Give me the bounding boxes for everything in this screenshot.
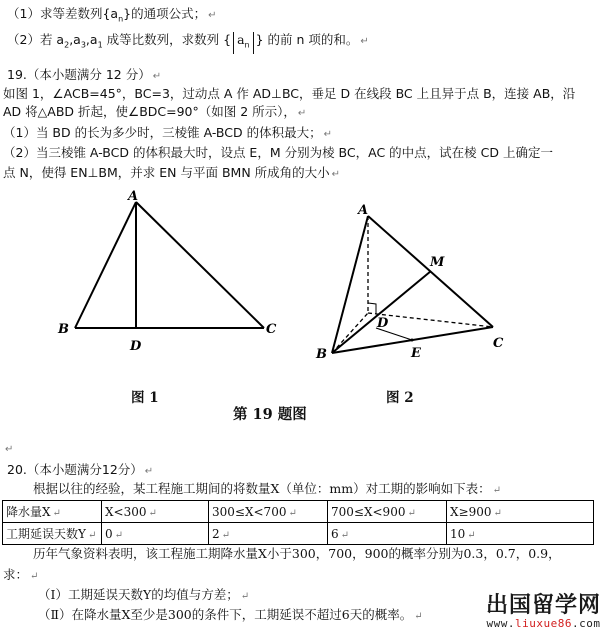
q20-stats-line1: 历年气象资料表明，该工程施工期降水量X小于300，700，900的概率分别为0.3，0.7，0.9， (33, 546, 561, 561)
figure-caption: 第 19 题图 (233, 406, 307, 423)
table-cell: 0 ↵ (102, 523, 209, 545)
q19-part2-line1: （2）当三棱锥 A-BCD 的体积最大时，设点 E，M 分别为棱 BC，AC 的中点，试在棱 CD 上确定一 (3, 145, 553, 160)
q20-header: 20.（本小题满分12分） ↵ (7, 462, 154, 477)
return-mark: ↵ (5, 444, 14, 455)
q19-line1: 如图 1，∠ACB=45°，BC=3，过动点 A 作 AD⊥BC，垂足 D 在线段 BC 上且异于点 B，连接 AB，沿 (3, 86, 576, 101)
return-mark: ↵ (208, 10, 217, 21)
figure-1-label: 图 1 (131, 390, 159, 406)
q20-intro: 根据以往的经验，某工程施工期间的将数量X（单位：mm）对工期的影响如下表： ↵ (33, 481, 501, 496)
table-cell: 2 ↵ (209, 523, 328, 545)
q20-part1: （I）工期延误天数Y的均值与方差； ↵ (38, 587, 250, 602)
table-cell: X<300 ↵ (102, 501, 209, 523)
q18-part1: （1）求等差数列$\{a_n\}$的通项公式； ↵ (7, 6, 217, 24)
rainfall-delay-table (2, 500, 594, 545)
table-row (3, 501, 594, 523)
figure-2-label: 图 2 (386, 390, 414, 406)
figure-2-diagram (310, 200, 510, 365)
table-row (3, 523, 594, 545)
table-cell: 工期延误天数Y ↵ (3, 523, 102, 545)
table-cell: 6 ↵ (328, 523, 447, 545)
q18-part2: （2）若 $a_2,a_3,a_1$ 成等比数列，求数列 { $a_n$ } 的前 n 项的和。 ↵ (7, 32, 369, 54)
fig1-point-c: C (266, 322, 277, 337)
fig2-point-e: E (411, 346, 421, 361)
q19-part1: （1）当 BD 的长为多少时，三棱锥 A-BCD 的体积最大； ↵ (3, 125, 332, 140)
watermark-title: 出国留学网 (485, 593, 601, 618)
fig2-point-m: M (430, 255, 445, 270)
fig2-point-c: C (493, 336, 504, 351)
table-cell: 300≤X<700 ↵ (209, 501, 328, 523)
return-mark: ↵ (360, 36, 369, 47)
fig1-point-d: D (130, 339, 142, 354)
fig1-point-a: A (128, 190, 139, 204)
fig2-point-a: A (358, 203, 369, 218)
table-cell: X≥900 ↵ (447, 501, 594, 523)
figure-1-diagram (50, 190, 290, 360)
table-cell: 10 ↵ (447, 523, 594, 545)
q19-header: 19.（本小题满分 12 分） ↵ (7, 67, 162, 82)
abs-value-sequence: { $a_n$ } (223, 32, 263, 47)
q20-part2: （Ⅱ）在降水量X至少是300的条件下，工期延误不超过6天的概率。 ↵ (38, 607, 423, 622)
q19-part2-line2: 点 N，使得 EN⊥BM，并求 EN 与平面 BMN 所成角的大小 ↵ (3, 165, 341, 180)
watermark-url: www.liuxue86.com (486, 617, 601, 630)
fig2-point-b: B (316, 347, 327, 362)
table-cell: 降水量X ↵ (3, 501, 102, 523)
table-cell: 700≤X<900 ↵ (328, 501, 447, 523)
fig1-point-b: B (58, 322, 69, 337)
fig2-point-d: D (377, 316, 389, 331)
q19-line2: AD 将△ABD 折起，使∠BDC=90°（如图 2 所示）， ↵ (3, 104, 307, 119)
q20-stats-line2: 求： ↵ (3, 567, 39, 582)
